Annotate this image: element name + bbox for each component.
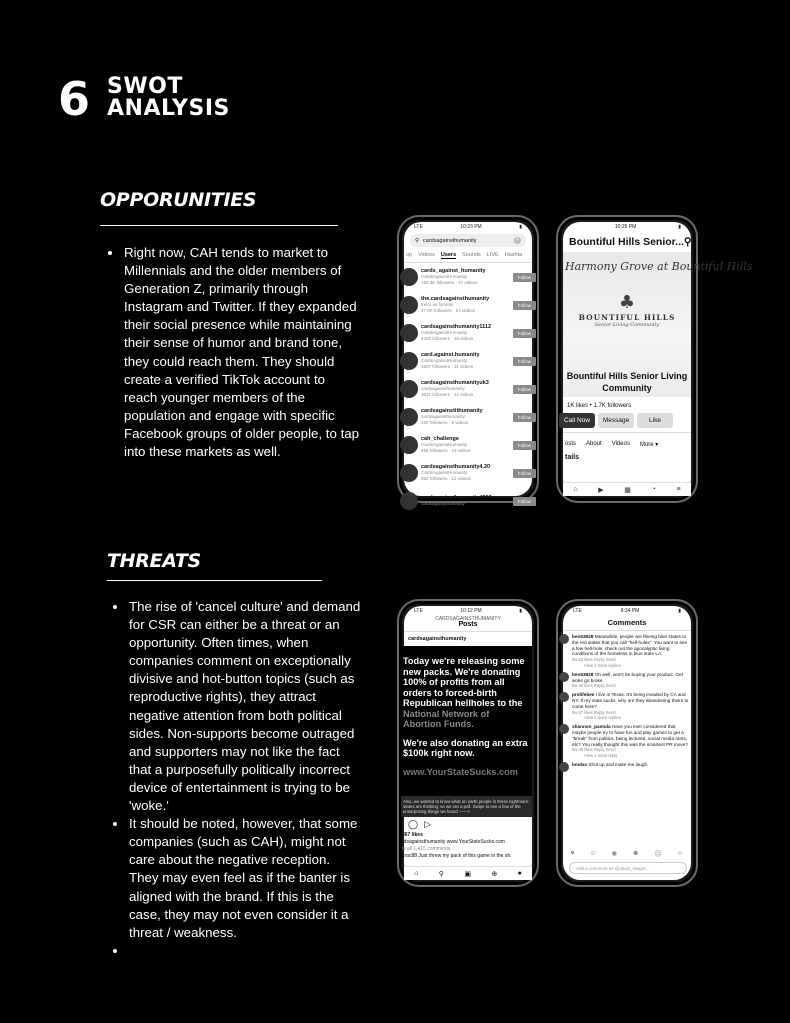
user-stats: 47.6K followers · 51 videos [421,308,476,313]
logo-title: BOUNTIFUL HILLS [578,313,676,322]
search-icon: ⚲ [415,237,420,244]
home-icon[interactable]: ⌂ [414,870,419,877]
tab-top[interactable]: op [406,252,413,258]
list-item[interactable] [404,403,532,431]
post-caption-strip: Also, we wanted to know what on earth people in these nightmare-states are thinking, so we ran a poll. Swipe to see a few of the unsurprising things we found ——> [401,796,532,817]
tab-users[interactable]: Users [440,252,457,258]
tab-posts[interactable]: osts [565,441,577,447]
opportunities-bullet: Right now, CAH tends to market to Millennials and the older members of Generation Z, primarily through Instagram and Twitter. If they expanded their social presence while maintaining their sense of humor and brand tone, they could reach them. They should create a verified TikTok account to reach younger members of the population and engage with specific Facebook groups of older people, to tap into these markets as well. [108,244,360,461]
list-item [563,669,691,689]
notifications-icon[interactable]: ◔ [651,486,656,493]
instagram-header [404,616,532,628]
phone-instagram-screenshot [397,599,539,887]
avatar [400,464,418,482]
comments-screen [563,606,691,880]
marketplace-icon[interactable]: ▦ [624,486,631,494]
clear-search-icon[interactable]: × [514,237,521,244]
comment-list [563,631,691,772]
list-item [563,631,691,669]
follow-button[interactable]: Follow [513,469,536,478]
threats-heading: THREATS [107,550,201,572]
user-name: cardsagainsthumanityuk3 [421,380,489,386]
battery-icon: ▮ [519,608,522,614]
search-icon[interactable]: ⚲ [438,870,444,878]
comment-meta[interactable]: 6w 67 likes Reply Send [572,709,616,715]
like-button[interactable]: Like [637,413,673,428]
comment-text: I live in Texas. It's being invaded by CA and NY. If my state sucks, why are they abandoning theirs to come here? [572,692,689,709]
avatar [559,724,569,734]
user-sub: cardsagainsthumanity [421,386,465,391]
follow-button[interactable]: Follow [513,413,536,422]
emoji-bar [563,848,691,858]
tab-live[interactable]: LIVE [486,252,499,258]
facebook-bottom-nav [563,482,691,496]
view-replies-link[interactable]: View 2 more replies [584,715,621,721]
instagram-screen [404,606,532,880]
status-bar [404,222,532,232]
opportunities-divider [100,225,338,226]
post-caption: rdsagainsthumanity www.YourStateSucks.com [402,839,505,845]
comments-title: Comments [563,616,691,631]
tiktok-user-list [404,263,532,515]
avatar [400,352,418,370]
user-name: cards_against_humanity [421,268,486,274]
comment-text: Shut up and make me laugh. [588,761,649,767]
instagram-bottom-nav [404,866,532,880]
user-name: cardsagainsthumanity1112 [421,324,492,330]
avatar [559,762,569,772]
message-button[interactable]: Message [598,413,634,428]
threats-bullet: It should be noted, however, that some companies (such as CAH), might not care about the negative reception. They may even feel as if the banter is aligned with the brand. If this is the case, they may not even consider it a threat / weakness. [113,815,361,942]
phone-facebook-screenshot [556,215,753,503]
tab-videos[interactable]: Videos [418,252,435,258]
phone-tiktok-screenshot [397,215,539,506]
list-item[interactable] [404,431,532,459]
section-number: 6 [58,72,91,126]
tiktok-tabs [404,249,532,263]
screen-title: Posts [458,621,478,628]
tab-hashtags[interactable]: Hashta [504,252,523,258]
comment-meta[interactable]: 6w 36 likes Reply Send [572,683,616,689]
page-tabs [563,432,691,452]
section-title-line1: SWOT [107,74,183,99]
list-item [563,759,691,772]
user-stats: 190 followers · 8 videos [421,420,469,425]
post-likes: 867 likes [402,832,423,838]
threats-bullet: The rise of 'cancel culture' and demand for CSR can either be a threat or an opportunity. Often times, when companies comment on exceptionally divisive and hot-button topics (such as reproductive rights), they attract negative attention from both political sides. Non-supports become outraged and supporters may not like the fact that a purposefully politically incorrect device of entertainment is trying to be 'woke.' [113,598,361,815]
details-heading: tails [565,454,580,461]
comment-user[interactable]: shannon_pastula [572,724,611,730]
avatar [400,436,418,454]
follow-button[interactable]: Follow [513,385,536,394]
cover-script-text: Harmony Grove at Bountiful Hills [565,260,753,273]
view-replies-link[interactable]: View 1 more reply [584,753,618,759]
avatar [559,692,569,702]
page-likes: 1K likes • 1.7K followers [567,403,632,409]
facebook-cover-photo [563,252,753,397]
status-time: 10:23 PM [460,224,482,230]
threats-divider [107,580,322,581]
status-bar [563,222,691,232]
comment-user[interactable]: prolifebee [572,692,595,698]
list-item[interactable] [404,347,532,375]
tiktok-screen [404,222,532,506]
share-icon[interactable]: ▷ [424,819,431,829]
follow-button[interactable]: Follow [513,329,536,338]
list-item[interactable] [404,291,532,319]
hands-emoji-icon[interactable]: ☺ [589,850,597,857]
comment-meta[interactable]: 6w 46 likes Reply Send [572,747,616,753]
follow-button[interactable]: Follow [513,357,536,366]
user-stats: 192.3K followers · 47 videos [421,280,478,285]
user-name: cardsagainstithumanity [421,408,483,414]
shop-icon[interactable]: ⊕ [491,870,498,878]
user-sub: CardsAgainstHumanity [421,330,468,335]
user-stats: 868 followers · 23 videos [421,448,471,453]
comment-user[interactable]: ben53928 [572,634,594,639]
call-now-button[interactable]: Call Now [559,413,595,428]
status-time: 10:12 PM [460,608,482,614]
carrier-label: LTE [414,224,423,230]
list-item[interactable] [404,459,532,487]
follow-button[interactable]: Follow [513,273,536,282]
user-sub: CardsAgainstHumanity [421,274,468,279]
comment-user[interactable]: ben53928 [572,671,594,677]
post-actions [404,817,532,832]
section-title [107,76,230,120]
avatar [400,324,418,342]
carrier-label: LTE [573,608,582,614]
user-name: cah_challenge [421,436,459,442]
user-stats: 1507 followers · 11 videos [421,364,473,369]
section-title-line2: ANALYSIS [107,96,230,121]
post-text-2: We're also donating an extra $100k right now. [403,737,528,758]
avatar [400,492,418,510]
follow-button[interactable]: Follow [513,441,536,450]
comment-text: Meanwhile, people are fleeing blue states to the red states that you call "hell-holes". You want to see a few hell-hole, check out the apocalyptic living conditions of the homeless in blue state LA. [572,634,688,657]
post-url: www.YourStateSucks.com [403,766,518,777]
user-stats: 4425 followers · 10 videos [421,336,474,341]
user-sub: CardsAgainstHumanity [421,470,468,475]
page-name: Bountiful Hills Senior Living Community [566,371,688,393]
facebook-page-header [563,232,691,252]
avatar [400,408,418,426]
user-sub: trelor as fonnias [421,302,454,307]
status-bar [563,606,691,616]
user-sub: cardsagainsthumanity [421,501,465,506]
post-image [401,646,532,796]
carrier-label: LTE [414,608,423,614]
logo-subtitle: Senior Living Community [594,322,660,328]
follow-button[interactable]: Follow [513,497,536,506]
account-upper: CARDSAGAINSTHUMANITY [435,616,501,622]
comment-text: Have you ever considered that maybe people try to have fun and play games to get a "break" from politics, being lectured, social media rants, etc? You really thought this was the smartest PR move? [572,724,688,747]
menu-icon[interactable]: ≡ [676,486,681,493]
profile-icon[interactable]: ● [517,870,522,877]
tab-about[interactable]: About [586,441,602,447]
tiktok-search-field[interactable] [410,234,526,247]
bountiful-hills-logo [563,292,691,328]
user-sub: CardsAgainstHumanity [421,442,468,447]
tab-more[interactable]: More ▾ [639,442,659,448]
search-icon[interactable]: ⚲ [683,236,692,248]
user-name: card.against.humanity [421,352,480,358]
user-stats: 3531 followers · 12 videos [421,392,474,397]
facebook-screen [563,222,753,496]
heart-emoji-icon[interactable]: ♥ [570,850,575,857]
comment-text: Oh well, won't be buying your product. Get woke go broke. [572,671,683,683]
threats-list [113,598,361,960]
search-text: cardsagainsthumanity [423,237,477,244]
page-header-title: Bountiful Hills Senior... [569,236,684,248]
avatar [559,634,569,644]
battery-icon: ▮ [678,224,681,230]
follow-button[interactable]: Follow [513,301,536,310]
post-account-name[interactable]: cardsagainsthumanity [404,631,532,646]
list-item[interactable] [404,375,532,403]
user-name: cardsagainsthumanity4.20 [421,464,491,470]
view-comments-link[interactable]: w all 1,415 comments [402,846,451,852]
list-item[interactable] [404,319,532,347]
status-time: 8:34 PM [620,608,640,614]
comment-meta[interactable]: 6w 62 likes Reply Send [572,657,616,663]
opportunities-list [108,244,360,461]
user-name: cardsagainsthumanity4200 [421,495,492,501]
opportunities-heading: OPPORUNITIES [100,189,257,211]
post-text-dim: National Network of Abortion Funds. [403,708,490,729]
clap-emoji-icon[interactable]: ☻ [632,850,640,857]
avatar [400,296,418,314]
post-comment: crac88 Just threw my pack of this game in the sh. [402,853,512,859]
avatar [400,268,418,286]
tab-videos[interactable]: Videos [611,441,630,447]
battery-icon: ▮ [678,608,681,614]
user-stats: 252 followers · 12 videos [421,476,471,481]
list-item [563,721,691,759]
user-sub: CardsAgainstHumanity [421,358,468,363]
tab-sounds[interactable]: Sounds [462,252,481,258]
phone-comments-screenshot [556,599,698,887]
status-time: 10:25 PM [614,224,637,230]
page-action-buttons [563,413,691,428]
list-item[interactable] [404,487,532,515]
list-item[interactable] [404,263,532,291]
tree-icon: ♣ [618,292,636,313]
video-icon[interactable]: ▶ [598,486,604,494]
view-replies-link[interactable]: View 2 more replies [584,662,621,668]
user-name: the.cardsagainsthumanity [421,296,490,302]
avatar [400,380,418,398]
fire-emoji-icon[interactable]: ✺ [611,851,618,858]
comment-input[interactable]: Add a comment as @dawn_ranger... [569,862,687,874]
reels-icon[interactable]: ▣ [464,870,471,878]
comment-icon[interactable]: ◯ [408,819,419,829]
list-item [563,689,691,721]
home-icon[interactable]: ⌂ [573,486,578,493]
comment-user[interactable]: bmdav [572,761,588,767]
user-sub: cardsagainsthumanity [421,414,465,419]
battery-icon: ▮ [519,224,522,230]
sad-emoji-icon[interactable]: ☹ [654,851,662,858]
status-bar [404,606,532,616]
post-text-1: Today we're releasing some new packs. We're donating 100% of profits from all orders to forced-birth Republican hellholes to the [403,656,525,708]
threats-bullet [113,942,361,960]
wow-emoji-icon[interactable]: ☺ [676,850,684,857]
avatar [559,672,569,682]
